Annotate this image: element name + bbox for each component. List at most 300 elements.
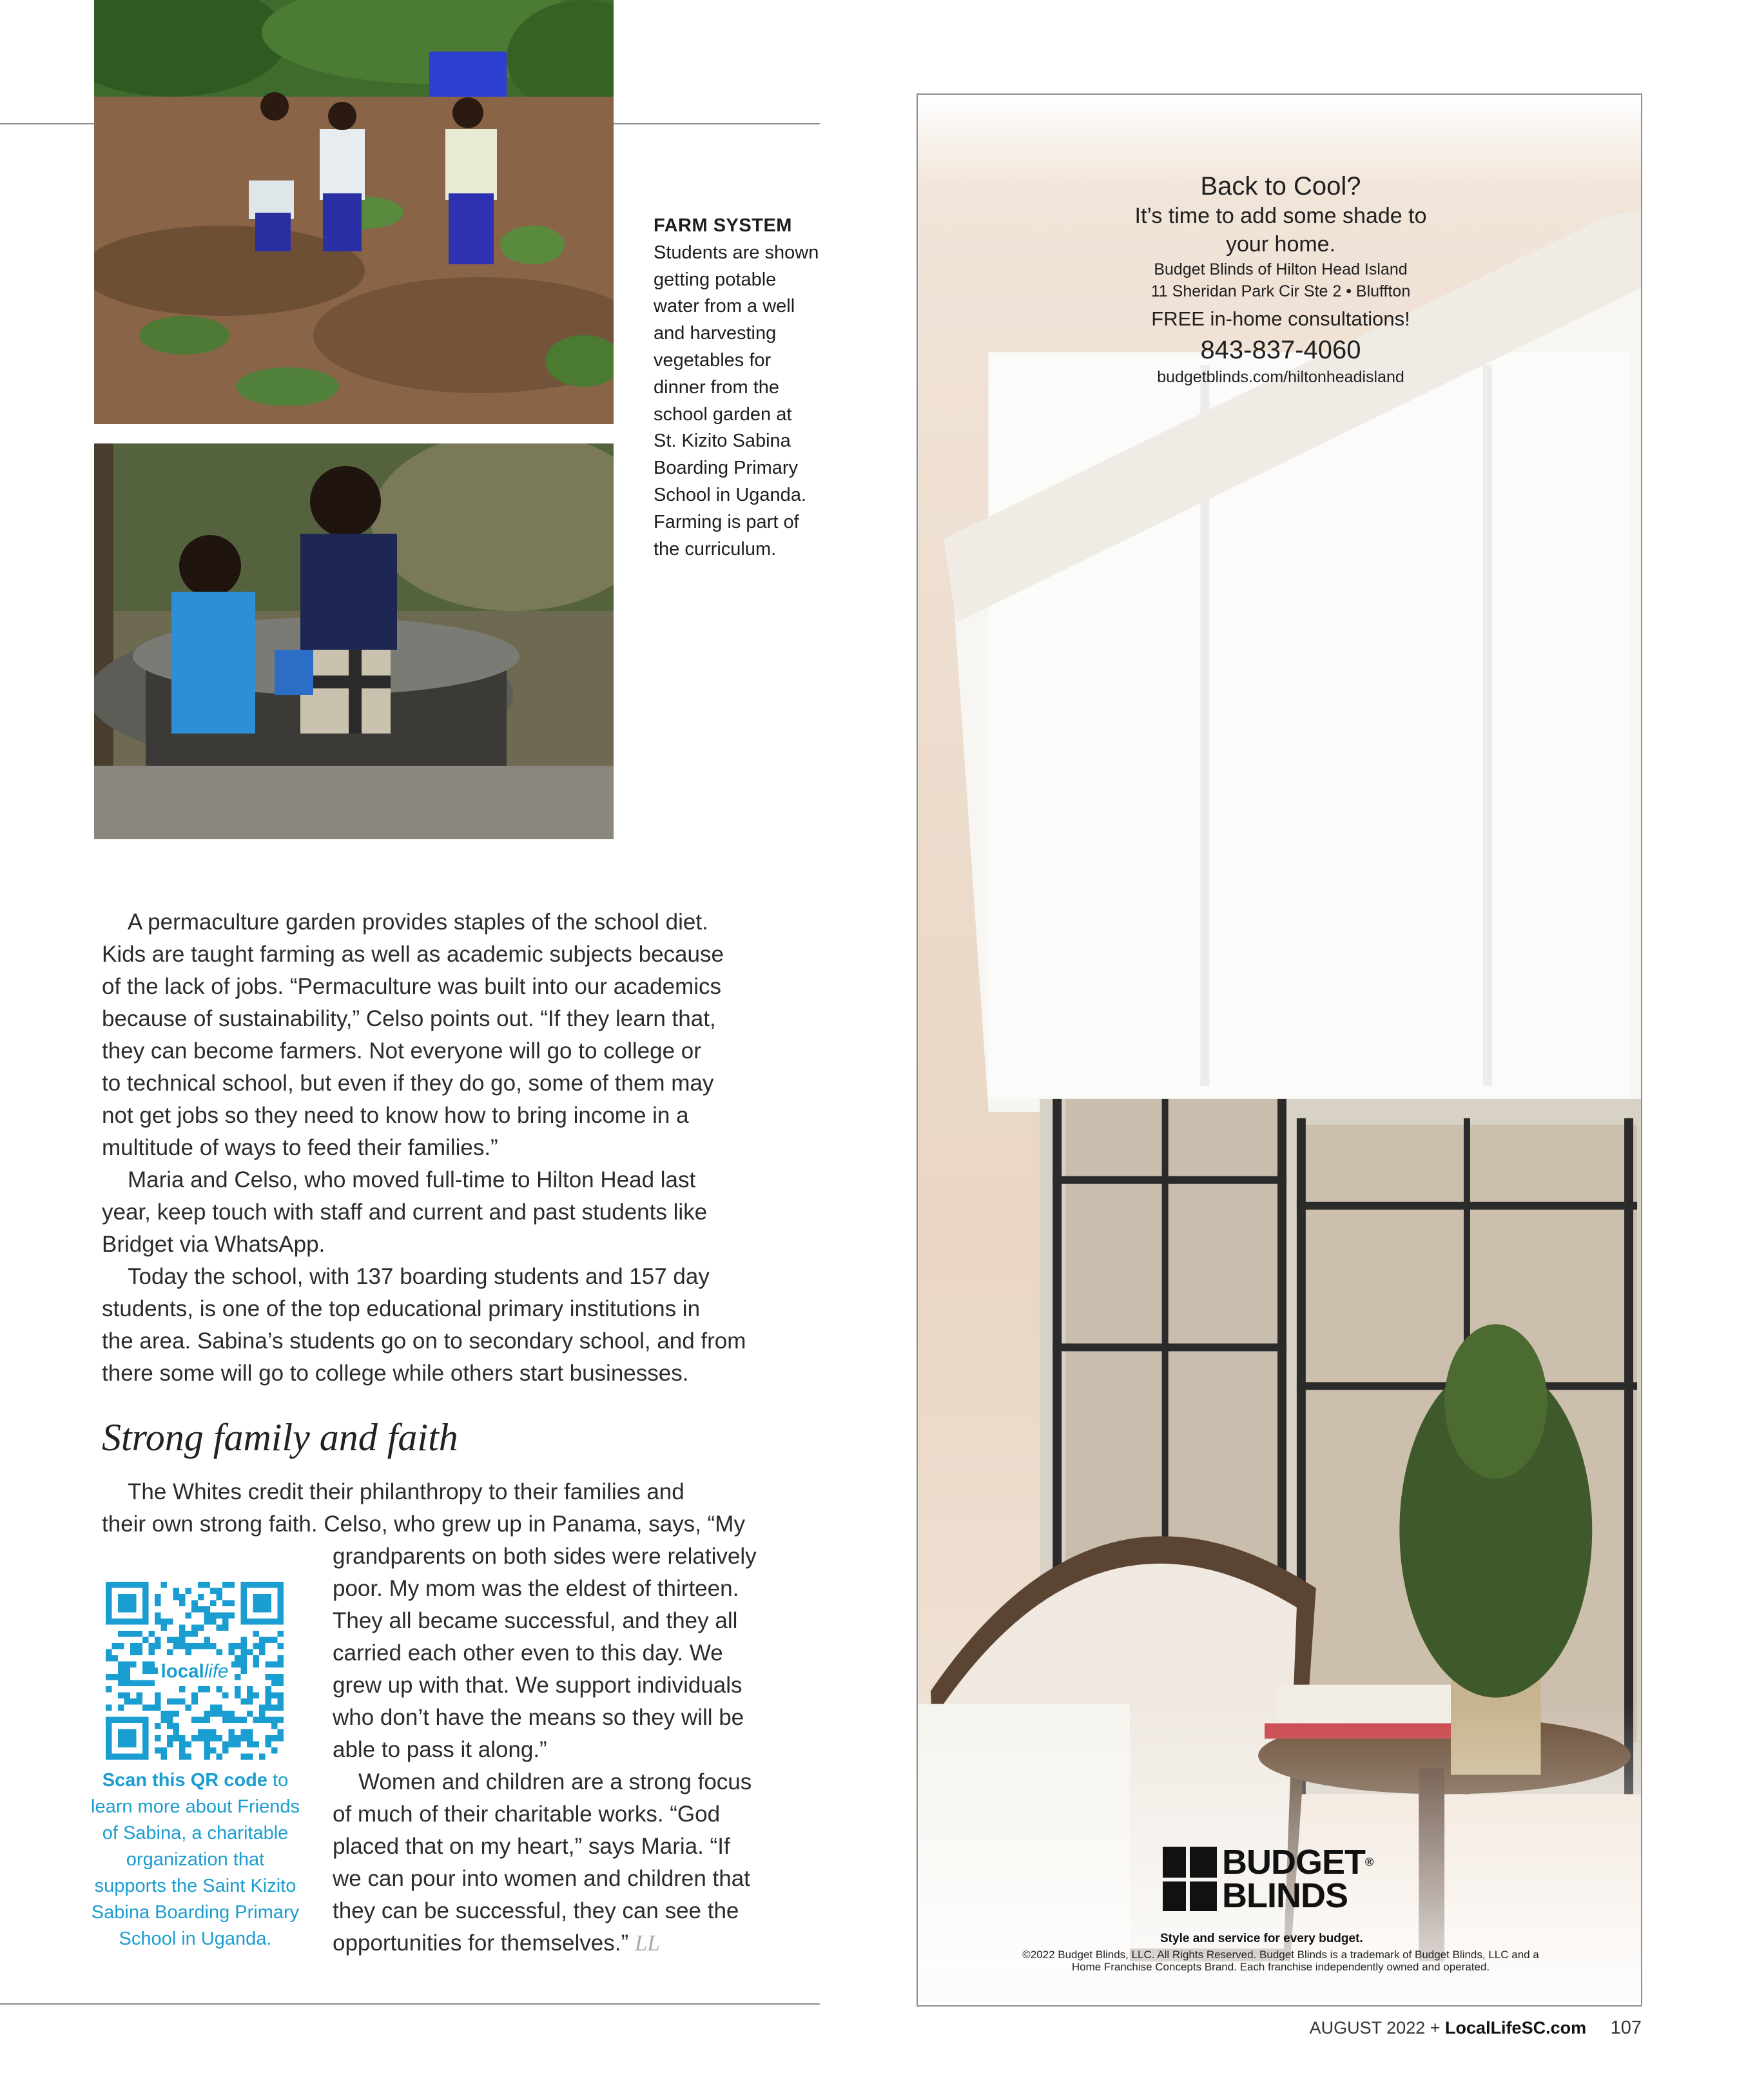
qr-module — [253, 1662, 259, 1668]
site-link[interactable]: LocalLifeSC.com — [1445, 2018, 1587, 2037]
qr-module — [265, 1741, 271, 1747]
qr-module — [253, 1692, 259, 1698]
qr-module — [247, 1735, 253, 1742]
caption-line: vegetables for — [654, 349, 771, 371]
qr-module — [112, 1643, 119, 1649]
qr-module — [210, 1600, 217, 1607]
qr-module — [118, 1704, 124, 1711]
qr-module — [235, 1686, 241, 1693]
caption-line: and harvesting — [654, 323, 777, 344]
qr-module — [216, 1735, 222, 1742]
qr-module — [191, 1692, 198, 1698]
qr-module — [198, 1686, 204, 1693]
qr-module — [271, 1716, 278, 1723]
qr-module — [240, 1655, 247, 1662]
qr-module — [191, 1631, 198, 1637]
qr-module — [235, 1692, 241, 1698]
qr-module — [271, 1637, 278, 1644]
qr-module — [210, 1747, 217, 1754]
qr-module — [161, 1619, 168, 1625]
qr-module — [259, 1704, 266, 1711]
qr-module — [124, 1667, 131, 1674]
qr-module — [240, 1643, 247, 1649]
qr-module — [210, 1613, 217, 1619]
qr-module — [235, 1741, 241, 1747]
budget-blinds-ad[interactable] — [917, 93, 1642, 2007]
qr-module — [118, 1631, 124, 1637]
qr-module — [204, 1735, 210, 1742]
qr-module — [265, 1735, 271, 1742]
photo-caption — [654, 213, 828, 563]
qr-module — [137, 1692, 143, 1698]
qr-module — [277, 1729, 284, 1735]
qr-module — [253, 1741, 259, 1747]
qr-module — [173, 1588, 180, 1595]
qr-module — [130, 1631, 137, 1637]
qr-module — [265, 1698, 271, 1705]
qr-module — [222, 1619, 229, 1625]
qr-module — [124, 1674, 131, 1680]
qr-module — [204, 1613, 210, 1619]
qr-module — [124, 1680, 131, 1686]
qr-module — [271, 1747, 278, 1754]
qr-module — [130, 1698, 137, 1705]
qr-module — [204, 1637, 210, 1644]
qr-module — [124, 1631, 131, 1637]
qr-module — [210, 1588, 217, 1595]
qr-module — [106, 1686, 112, 1693]
caption-line: St. Kizito Sabina — [654, 431, 791, 452]
caption-line: dinner from the — [654, 376, 780, 398]
page-number: 107 — [1610, 2017, 1642, 2038]
qr-module — [106, 1649, 112, 1656]
ad-headline: Back to Cool? — [1200, 172, 1361, 200]
qr-module — [173, 1711, 180, 1717]
qr-module — [161, 1625, 168, 1631]
qr-module — [155, 1723, 161, 1729]
qr-module — [149, 1649, 155, 1656]
qr-module — [118, 1680, 124, 1686]
qr-module — [124, 1698, 131, 1705]
qr-module — [142, 1667, 149, 1674]
qr-module — [155, 1613, 161, 1619]
qr-module — [247, 1692, 253, 1698]
qr-module — [149, 1662, 155, 1668]
qr-module — [179, 1643, 186, 1649]
qr-module — [167, 1716, 173, 1723]
qr-module — [130, 1649, 137, 1656]
qr-module — [277, 1716, 284, 1723]
qr-module — [167, 1649, 173, 1656]
qr-module — [222, 1747, 229, 1754]
qr-module — [186, 1643, 192, 1649]
qr-module — [216, 1625, 222, 1631]
qr-module — [186, 1649, 192, 1656]
qr-module — [204, 1582, 210, 1588]
qr-logo-text: locallife — [160, 1660, 229, 1682]
qr-module — [271, 1680, 278, 1686]
qr-module — [124, 1662, 131, 1668]
qr-module — [228, 1716, 235, 1723]
qr-module — [186, 1753, 192, 1760]
paragraph: The Whites credit their philanthropy to their families and their own strong faith. Celso, who grew up in Panama, says, “My — [102, 1479, 745, 1537]
qr-module — [210, 1704, 217, 1711]
qr-module — [179, 1625, 186, 1631]
qr-module — [240, 1698, 247, 1705]
article-body-narrow — [333, 1541, 810, 1959]
subhead: Strong family and faith — [102, 1416, 458, 1459]
qr-module — [179, 1747, 186, 1754]
qr-module — [161, 1753, 168, 1760]
qr-module — [228, 1649, 235, 1656]
caption-line: Students are shown — [654, 242, 819, 263]
qr-module — [277, 1643, 284, 1649]
qr-module — [277, 1631, 284, 1637]
qr-module — [277, 1698, 284, 1705]
qr-module — [186, 1588, 192, 1595]
caption-line: School in Uganda. — [654, 484, 806, 505]
qr-module — [149, 1643, 155, 1649]
qr-module — [191, 1625, 198, 1631]
qr-module — [167, 1637, 173, 1644]
qr-module — [198, 1606, 204, 1613]
qr-module — [222, 1625, 229, 1631]
qr-module — [161, 1747, 168, 1754]
qr-module — [265, 1686, 271, 1693]
qr-module — [112, 1674, 119, 1680]
qr-module — [173, 1729, 180, 1735]
qr-module — [216, 1704, 222, 1711]
qr-module — [142, 1662, 149, 1668]
qr-module — [155, 1735, 161, 1742]
caption-line: water from a well — [654, 296, 795, 317]
qr-module — [216, 1588, 222, 1595]
qr-module — [155, 1747, 161, 1754]
ad-url[interactable]: budgetblinds.com/hiltonheadisland — [1157, 368, 1404, 386]
qr-module — [142, 1637, 149, 1644]
qr-caption: Scan this QR code to learn more about Friends of Sabina, a charitable organization that supports the Saint Kizito Sabina Boarding Primary School in Uganda. — [91, 1770, 300, 1949]
qr-module — [222, 1692, 229, 1698]
qr-module — [210, 1729, 217, 1735]
qr-module — [167, 1723, 173, 1729]
ad-phone[interactable]: 843-837-4060 — [1200, 336, 1361, 364]
qr-module — [124, 1692, 131, 1698]
qr-module — [130, 1643, 137, 1649]
qr-module — [149, 1680, 155, 1686]
qr-module — [137, 1649, 143, 1656]
qr-module — [173, 1643, 180, 1649]
bottom-rule — [0, 2003, 820, 2005]
ad-legal: ©2022 Budget Blinds, LLC. All Rights Reserved. Budget Blinds is a trademark of Budget Blinds, LLC and a Home Franchise Concepts Brand. Each franchise independently owned and operated. — [1022, 1949, 1539, 1973]
qr-module — [191, 1716, 198, 1723]
qr-module — [210, 1711, 217, 1717]
qr-module — [179, 1735, 186, 1742]
qr-module — [222, 1741, 229, 1747]
qr-module — [191, 1606, 198, 1613]
caption-line: Boarding Primary — [654, 458, 799, 479]
qr-module — [228, 1729, 235, 1735]
qr-module — [277, 1704, 284, 1711]
qr-module — [240, 1735, 247, 1742]
qr-module — [253, 1643, 259, 1649]
caption-line: the curriculum. — [654, 538, 777, 559]
qr-module — [118, 1643, 124, 1649]
qr-module — [149, 1704, 155, 1711]
qr-module — [259, 1649, 266, 1656]
qr-module — [118, 1667, 124, 1674]
qr-module — [198, 1735, 204, 1742]
qr-module — [240, 1662, 247, 1668]
qr-module — [277, 1674, 284, 1680]
qr-module — [204, 1747, 210, 1754]
qr-module — [191, 1643, 198, 1649]
qr-module — [265, 1662, 271, 1668]
issue-date: AUGUST 2022 — [1309, 2018, 1426, 2037]
qr-module — [112, 1655, 119, 1662]
qr-module — [179, 1594, 186, 1600]
qr-module — [240, 1649, 247, 1656]
qr-module — [155, 1637, 161, 1644]
qr-module — [216, 1753, 222, 1760]
folio-separator: + — [1430, 2018, 1441, 2037]
qr-module — [253, 1716, 259, 1723]
qr-module — [155, 1600, 161, 1607]
caption-line: Farming is part of — [654, 511, 799, 532]
qr-module — [247, 1686, 253, 1693]
article-body-2 — [102, 1476, 798, 1541]
qr-module — [228, 1735, 235, 1742]
qr-module — [216, 1649, 222, 1656]
logo-blocks-icon — [1163, 1847, 1217, 1911]
page-footer — [1310, 2017, 1642, 2039]
qr-module — [142, 1704, 149, 1711]
qr-module — [247, 1741, 253, 1747]
caption-title: FARM SYSTEM — [654, 215, 792, 236]
ad-business: Budget Blinds of Hilton Head Island — [1154, 260, 1408, 278]
qr-module — [240, 1637, 247, 1644]
qr-module — [130, 1680, 137, 1686]
qr-module — [118, 1662, 124, 1668]
qr-module — [191, 1735, 198, 1742]
qr-module — [253, 1655, 259, 1662]
qr-module — [277, 1692, 284, 1698]
qr-module — [216, 1686, 222, 1693]
qr-module — [228, 1613, 235, 1619]
qr-module — [222, 1613, 229, 1619]
qr-module — [186, 1613, 192, 1619]
qr-module — [259, 1643, 266, 1649]
qr-module — [179, 1698, 186, 1705]
qr-module — [155, 1704, 161, 1711]
qr-module — [235, 1716, 241, 1723]
qr-module — [204, 1753, 210, 1760]
qr-module — [277, 1735, 284, 1742]
logo-word-2: BLINDS — [1222, 1876, 1348, 1915]
qr-module — [179, 1753, 186, 1760]
qr-module — [191, 1698, 198, 1705]
qr-module — [228, 1711, 235, 1717]
qr-module — [161, 1711, 168, 1717]
qr-module — [191, 1600, 198, 1607]
qr-module — [253, 1631, 259, 1637]
qr-module — [240, 1729, 247, 1735]
qr-module — [259, 1711, 266, 1717]
qr-module — [216, 1711, 222, 1717]
qr-module — [198, 1625, 204, 1631]
qr-module — [271, 1692, 278, 1698]
qr-module — [265, 1674, 271, 1680]
qr-module — [161, 1716, 168, 1723]
qr-module — [235, 1735, 241, 1742]
qr-module — [179, 1741, 186, 1747]
qr-module — [247, 1729, 253, 1735]
qr-module — [259, 1716, 266, 1723]
qr-module — [118, 1674, 124, 1680]
qr-module — [222, 1600, 229, 1607]
qr-module — [186, 1704, 192, 1711]
qr-module — [271, 1735, 278, 1742]
qr-module — [204, 1619, 210, 1625]
qr-module — [259, 1753, 266, 1760]
qr-module — [265, 1716, 271, 1723]
qr-module — [235, 1662, 241, 1668]
qr-module — [186, 1741, 192, 1747]
qr-module — [155, 1619, 161, 1625]
ad-offer: FREE in-home consultations! — [1151, 307, 1410, 330]
qr-module — [265, 1692, 271, 1698]
qr-module — [137, 1643, 143, 1649]
well-photo — [94, 443, 614, 839]
qr-module — [167, 1735, 173, 1742]
paragraph: Maria and Celso, who moved full-time to Hilton Head last year, keep touch with staff and current and past students like Bridget via WhatsApp. — [102, 1167, 708, 1257]
qr-module — [179, 1686, 186, 1693]
qr-module — [240, 1716, 247, 1723]
qr-module — [198, 1643, 204, 1649]
qr-module — [173, 1637, 180, 1644]
qr-module — [228, 1741, 235, 1747]
paragraph: A permaculture garden provides staples of the school diet. Kids are taught farming as well as academic subjects because of the lack of jobs. “Permaculture was built into our academics because of sustainability,” Celso points out. “If they learn that, they can become farmers. Not everyone will go to college or to technical school, but even if they do go, some of them may not get jobs so they need to know how to bring income in a multitude of ways to feed their families.” — [102, 909, 724, 1160]
qr-module — [106, 1674, 112, 1680]
qr-module — [149, 1631, 155, 1637]
qr-module — [204, 1643, 210, 1649]
qr-module — [198, 1729, 204, 1735]
qr-module — [161, 1582, 168, 1588]
qr-module — [265, 1637, 271, 1644]
qr-module — [155, 1594, 161, 1600]
farm-photo — [94, 0, 614, 424]
qr-module — [210, 1643, 217, 1649]
qr-module — [204, 1729, 210, 1735]
qr-module — [271, 1674, 278, 1680]
qr-module — [106, 1704, 112, 1711]
caption-line: school garden at — [654, 403, 792, 425]
qr-module — [271, 1662, 278, 1668]
ad-subhead: your home. — [1225, 232, 1336, 257]
qr-module — [179, 1600, 186, 1607]
qr-module — [235, 1643, 241, 1649]
ad-subhead: It’s time to add some shade to — [1134, 204, 1427, 228]
qr-module — [179, 1637, 186, 1644]
qr-module — [167, 1711, 173, 1717]
qr-module — [106, 1655, 112, 1662]
qr-module — [167, 1741, 173, 1747]
qr-module — [186, 1631, 192, 1637]
qr-module — [204, 1606, 210, 1613]
paragraph-continued: grandparents on both sides were relatively poor. My mom was the eldest of thirteen. They all became successful, and they all carried each other even to this day. We grew up with that. We support individuals who don’t have the means so they will be able to pass it along.” — [333, 1544, 757, 1762]
qr-module — [173, 1735, 180, 1742]
qr-module — [155, 1698, 161, 1705]
qr-module — [179, 1631, 186, 1637]
end-mark: LL — [634, 1930, 660, 1956]
qr-module — [173, 1723, 180, 1729]
qr-module — [137, 1680, 143, 1686]
qr-module — [198, 1716, 204, 1723]
paragraph: Today the school, with 137 boarding students and 157 day students, is one of the top educational primary institutions in the area. Sabina’s students go on to secondary school, and from there some will go to college while others start businesses. — [102, 1264, 746, 1386]
qr-module — [155, 1692, 161, 1698]
qr-module — [247, 1711, 253, 1717]
qr-module — [277, 1662, 284, 1668]
qr-module — [259, 1637, 266, 1644]
qr-module — [222, 1716, 229, 1723]
qr-module — [265, 1704, 271, 1711]
logo-word-1: BUDGET® — [1222, 1843, 1373, 1881]
qr-module — [167, 1619, 173, 1625]
qr-code[interactable] — [106, 1582, 284, 1760]
qr-module — [173, 1594, 180, 1600]
qr-module — [130, 1662, 137, 1668]
qr-module — [155, 1643, 161, 1649]
qr-module — [277, 1655, 284, 1662]
qr-module — [210, 1619, 217, 1625]
qr-module — [216, 1594, 222, 1600]
qr-module — [247, 1698, 253, 1705]
qr-module — [210, 1735, 217, 1742]
qr-module — [240, 1753, 247, 1760]
qr-module — [118, 1692, 124, 1698]
qr-module — [173, 1698, 180, 1705]
qr-module — [277, 1680, 284, 1686]
qr-module — [137, 1631, 143, 1637]
qr-module — [228, 1582, 235, 1588]
qr-module — [204, 1686, 210, 1693]
qr-module — [247, 1649, 253, 1656]
qr-module — [216, 1613, 222, 1619]
paragraph: Women and children are a strong focus of much of their charitable works. “God placed that on my heart,” says Maria. “If we can pour into women and children that they can be successful, they can see the opportunities for themselves.” LL — [333, 1769, 752, 1956]
qr-module — [235, 1674, 241, 1680]
qr-module — [228, 1600, 235, 1607]
qr-module — [222, 1582, 229, 1588]
qr-module — [247, 1753, 253, 1760]
qr-module — [137, 1698, 143, 1705]
qr-module — [204, 1711, 210, 1717]
qr-module — [228, 1643, 235, 1649]
qr-module — [198, 1582, 204, 1588]
qr-module — [167, 1698, 173, 1705]
qr-module — [198, 1594, 204, 1600]
ad-address: 11 Sheridan Park Cir Ste 2 • Bluffton — [1150, 282, 1411, 300]
qr-module — [204, 1716, 210, 1723]
caption-line: getting potable — [654, 269, 777, 290]
qr-module — [222, 1711, 229, 1717]
qr-module — [271, 1723, 278, 1729]
qr-module — [240, 1667, 247, 1674]
qr-module — [142, 1680, 149, 1686]
article-body — [102, 906, 798, 1390]
qr-module — [149, 1667, 155, 1674]
qr-module — [235, 1655, 241, 1662]
qr-module — [204, 1741, 210, 1747]
ad-tagline: Style and service for every budget. — [1160, 1932, 1363, 1945]
